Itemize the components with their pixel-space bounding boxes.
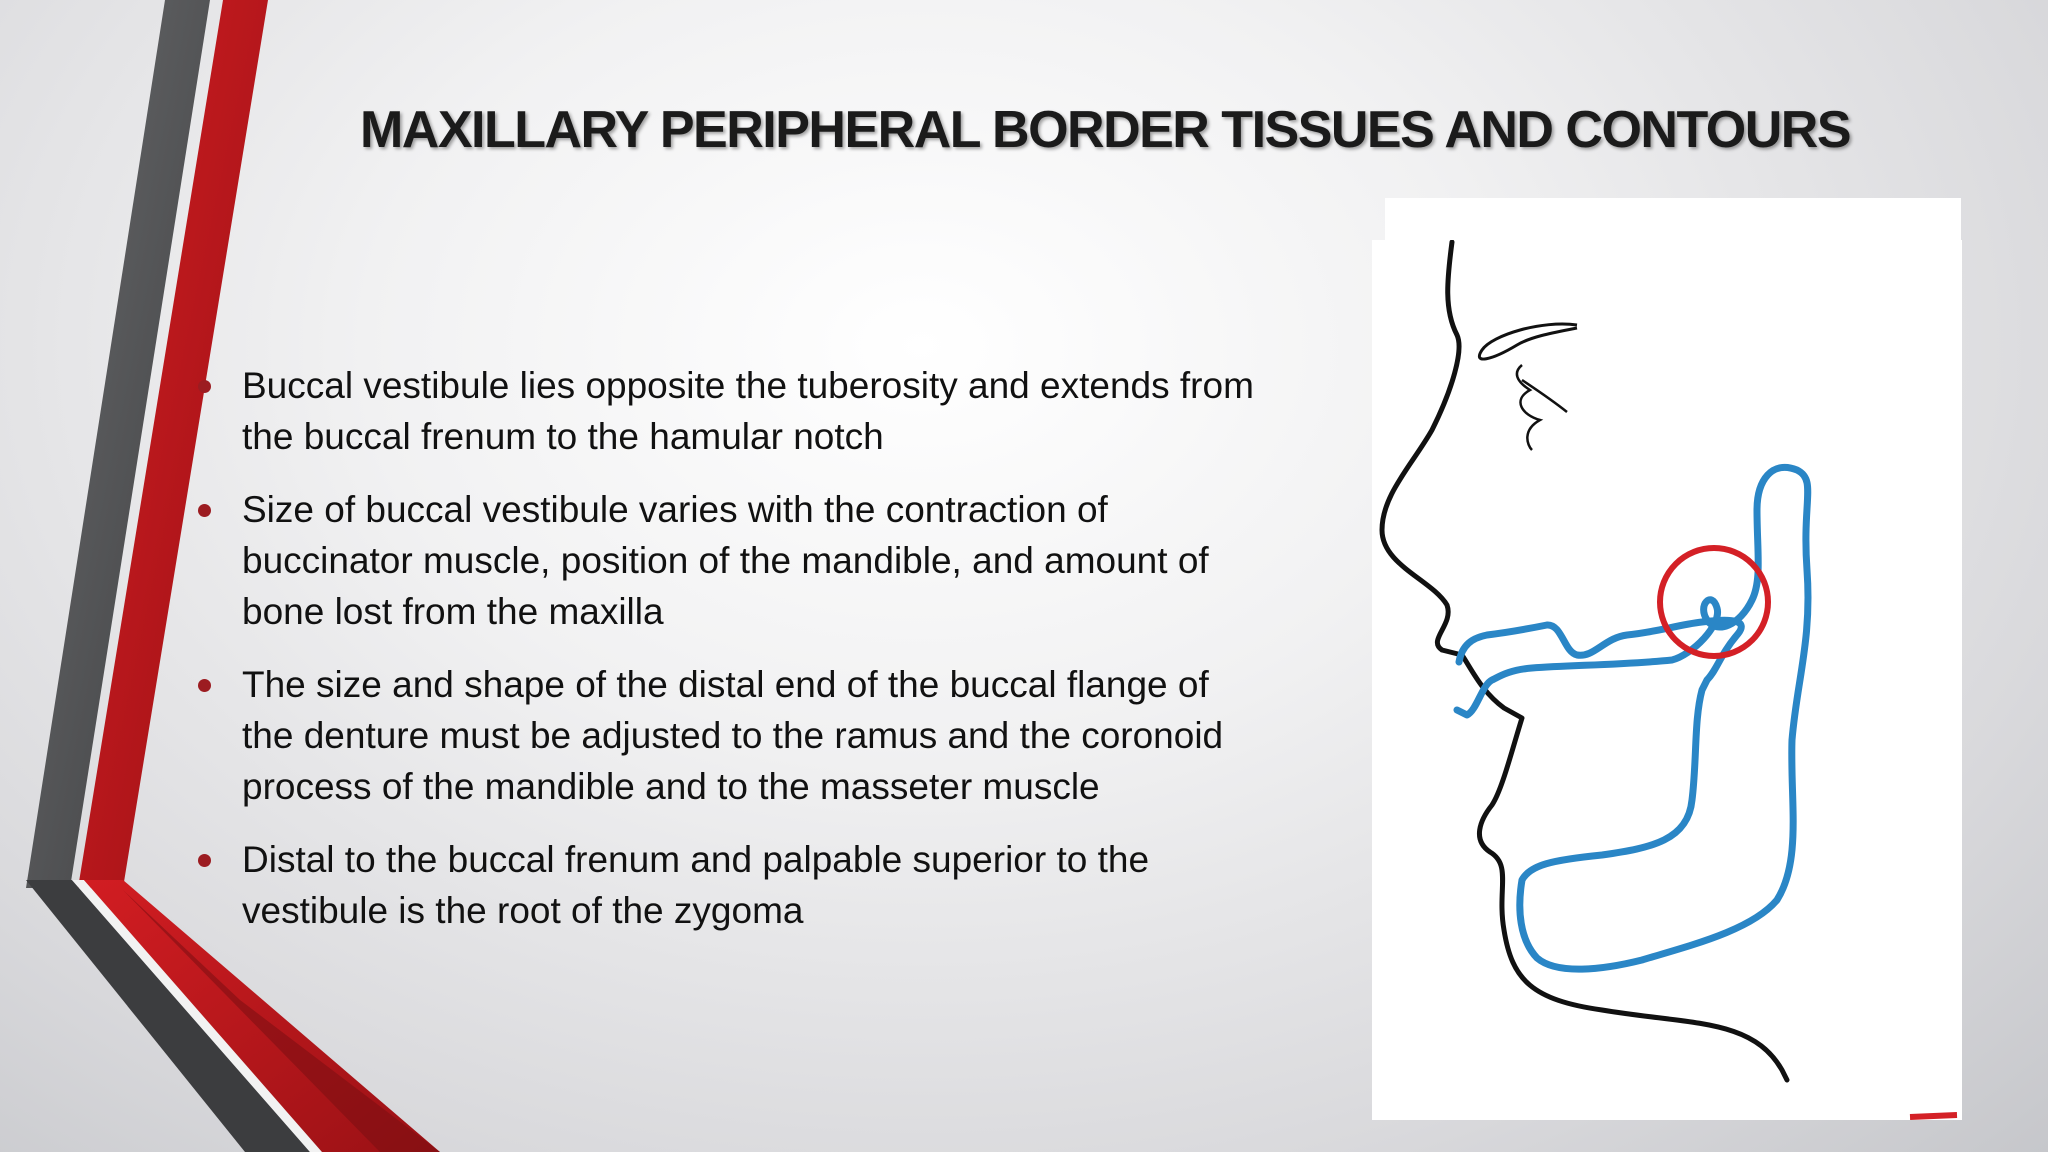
bullet-text: The size and shape of the distal end of the buccal flange of the denture must be adjusted to the ramus and the coronoid process of the mandible and to the masseter muscle: [242, 664, 1224, 807]
bullet-text: Buccal vestibule lies opposite the tuberosity and extends from the buccal frenum to the hamular notch: [242, 365, 1254, 457]
bullet-item: [195, 360, 1255, 462]
bullet-item: [195, 834, 1255, 936]
bullet-item: [195, 484, 1255, 637]
denture-blue-outline: [1457, 467, 1808, 969]
bullet-list: [195, 360, 1255, 958]
eye-stroke: [1517, 365, 1567, 450]
red-accent-stroke: [1910, 1115, 1957, 1117]
bullet-dot-icon: [198, 504, 211, 517]
face-profile-illustration: [1372, 240, 1962, 1120]
face-profile-drawing: [1372, 240, 1962, 1120]
bullet-text: Size of buccal vestibule varies with the contraction of buccinator muscle, position of the mandible, and amount of bone lost from the maxilla: [242, 489, 1209, 632]
bullet-dot-icon: [198, 854, 211, 867]
slide-title: MAXILLARY PERIPHERAL BORDER TISSUES AND CONTOURS: [359, 101, 1851, 159]
face-profile-outline: [1382, 242, 1787, 1080]
bullet-item: [195, 659, 1255, 812]
bullet-text: Distal to the buccal frenum and palpable superior to the vestibule is the root of the zygoma: [242, 839, 1150, 931]
eyebrow-stroke: [1479, 324, 1577, 359]
bullet-dot-icon: [198, 380, 211, 393]
bullet-dot-icon: [198, 679, 211, 692]
